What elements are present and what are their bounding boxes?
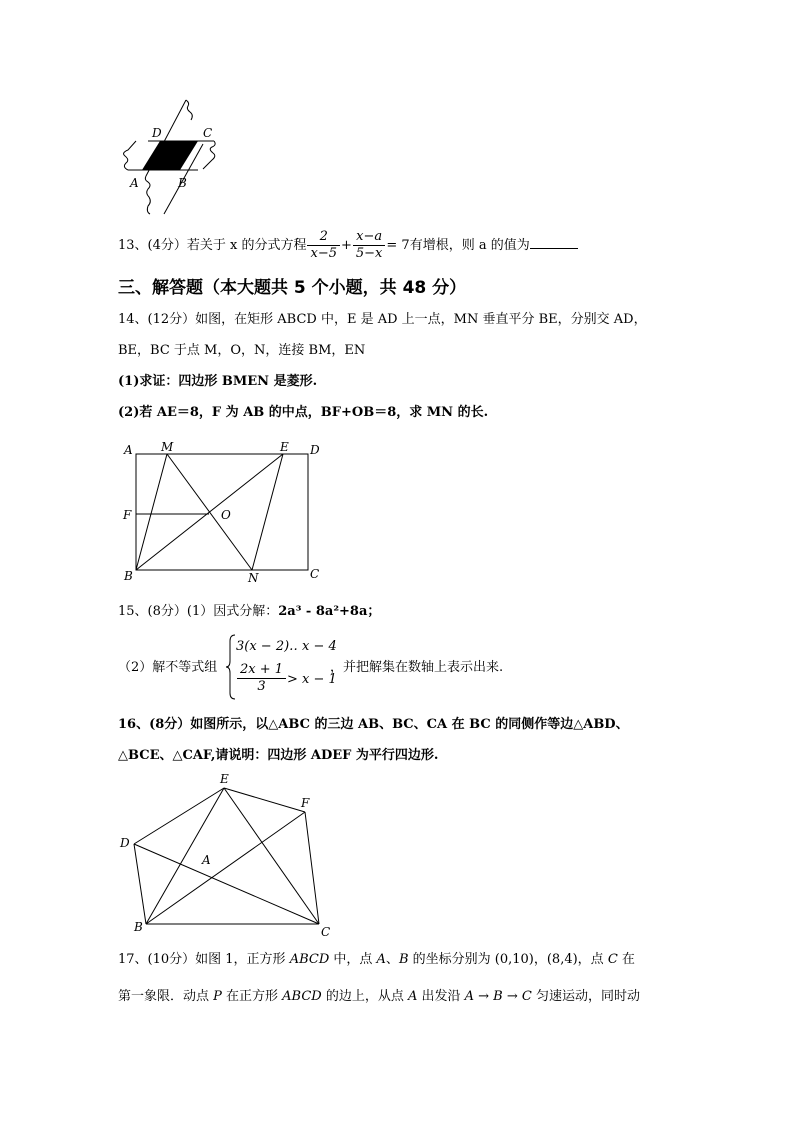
- label-B: B: [134, 920, 143, 934]
- q14-part1: (1)求证：四边形 BMEN 是菱形.: [118, 374, 318, 389]
- q13-answer-blank[interactable]: [530, 236, 578, 249]
- q17-l2-g: 出发沿: [417, 989, 465, 1004]
- q17-l2-i: 匀速运动，同时动: [531, 989, 640, 1004]
- q15-ineq1: 3(x − 2)‥ x − 4: [236, 639, 337, 654]
- label-F: F: [301, 796, 310, 810]
- q15-ineq2: [236, 662, 337, 695]
- q17-l1-d: A: [376, 952, 386, 967]
- q14-line2: BE，BC 于点 M，O，N，连接 BM，EN: [118, 343, 366, 358]
- q17-l2-h: A → B → C: [464, 989, 532, 1004]
- figure-q14: [118, 440, 328, 586]
- q16-line2: △BCE、△CAF,请说明：四边形 ADEF 为平行四边形.: [118, 748, 439, 763]
- shaded-parallelogram: [142, 141, 198, 170]
- label-M: M: [161, 440, 174, 454]
- label-D: D: [310, 443, 320, 457]
- q13-plus: +: [340, 238, 352, 253]
- label-B: B: [124, 569, 133, 583]
- q15-ineq2-den: 3: [257, 679, 266, 694]
- q15-part1-expr: 2a³ - 8a²+8a；: [278, 604, 381, 619]
- q17-l1-a: 17、(10分）如图 1，正方形: [118, 952, 290, 967]
- figure-q12: [118, 96, 238, 220]
- q13-fraction-1: [307, 229, 340, 262]
- q17-line1: [118, 951, 635, 969]
- label-A: A: [124, 443, 133, 457]
- q17-l2-e: 的边上，从点: [321, 989, 408, 1004]
- label-F: F: [123, 508, 132, 522]
- q13-frac2-num: x−a: [353, 229, 386, 246]
- q14-part2: (2)若 AE＝8，F 为 AB 的中点，BF+OB＝8，求 MN 的长.: [118, 405, 489, 420]
- q14-line1: 14、(12分）如图，在矩形 ABCD 中，E 是 AD 上一点，MN 垂直平分 BE，分别交 AD，: [118, 312, 647, 327]
- q17-l2-f: A: [407, 989, 418, 1004]
- q13-frac2-den: 5−x: [355, 246, 383, 261]
- label-C: C: [203, 126, 213, 140]
- label-E: E: [220, 772, 229, 786]
- figure-q16: [112, 768, 342, 940]
- q17-line2: [118, 988, 640, 1006]
- label-A: A: [202, 853, 211, 867]
- q17-l2-a: 第一象限．动点: [118, 989, 214, 1004]
- q15-part1: [118, 603, 380, 621]
- label-N: N: [248, 571, 259, 585]
- label-D: D: [152, 126, 162, 140]
- q17-l2-c: 在正方形: [221, 989, 283, 1004]
- q13-suffix: 有增根，则 a 的值为: [409, 238, 530, 253]
- q15-ineq2-num: 2x + 1: [237, 662, 286, 679]
- q13-prefix: 13、(4分）若关于 x 的分式方程: [118, 238, 307, 253]
- q16-line1: 16、(8分）如图所示，以△ABC 的三边 AB、BC、CA 在 BC 的同侧作等边△ABD、: [118, 717, 629, 732]
- question-13: [118, 226, 578, 266]
- q13-frac1-den: x−5: [310, 246, 337, 261]
- left-brace: [226, 634, 236, 700]
- q13-fraction-2: [353, 229, 386, 262]
- q17-l2-d: ABCD: [282, 989, 322, 1004]
- q17-l1-h: C: [607, 952, 618, 967]
- label-C: C: [321, 925, 331, 939]
- q15-part1-prefix: 15、(8分）(1）因式分解：: [118, 604, 279, 619]
- q15-part2-prefix: （2）解不等式组: [118, 660, 218, 675]
- label-D: D: [120, 836, 130, 850]
- q17-l1-f: B: [398, 952, 409, 967]
- q17-l1-e: 、: [385, 952, 399, 967]
- q17-l1-c: 中，点: [329, 952, 377, 967]
- label-C: C: [310, 567, 320, 581]
- q17-l1-g: 的坐标分别为 (0,10)，(8,4)，点: [408, 952, 608, 967]
- q13-equals: = 7: [386, 238, 410, 253]
- label-B: B: [178, 176, 187, 190]
- q17-l2-b: P: [213, 989, 222, 1004]
- label-E: E: [280, 440, 289, 454]
- q17-l1-b: ABCD: [289, 952, 330, 967]
- section-3-title: 三、解答题（本大题共 5 个小题，共 48 分）: [118, 278, 467, 298]
- q15-ineq2-fraction: [237, 662, 286, 695]
- q13-frac1-num: 2: [307, 229, 340, 246]
- q15-ineq2-rhs: > x − 1: [287, 672, 337, 687]
- q15-part2-suffix: ，并把解集在数轴上表示出来.: [330, 660, 504, 675]
- q17-l1-i: 在: [617, 952, 635, 967]
- label-A: A: [130, 176, 139, 190]
- label-O: O: [221, 508, 231, 522]
